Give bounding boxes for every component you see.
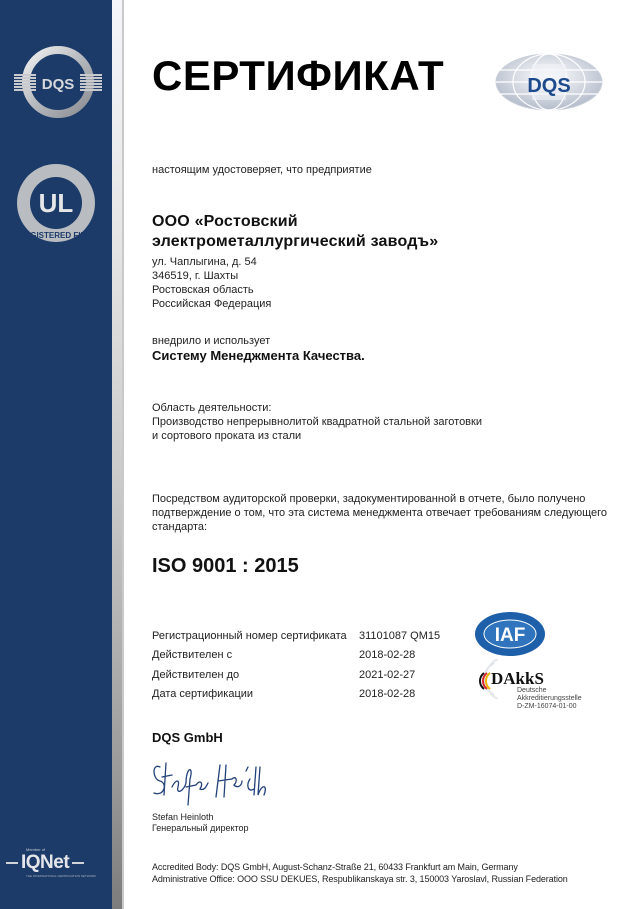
footer bbox=[152, 861, 568, 885]
intro-text: настоящим удостоверяет, что предприятие bbox=[152, 164, 372, 176]
management-system-name: Систему Менеджмента Качества. bbox=[152, 348, 365, 363]
iqnet-logo bbox=[6, 847, 106, 883]
table-row bbox=[152, 646, 440, 666]
registration-value: 2018-02-28 bbox=[359, 649, 416, 662]
iqnet-member-text: Member of bbox=[26, 847, 46, 852]
registration-value: 2021-02-27 bbox=[359, 668, 416, 681]
dqs-globe-text: DQS bbox=[527, 75, 571, 97]
address-line: Ростовская область bbox=[152, 284, 254, 296]
iqnet-subtitle: THE INTERNATIONAL CERTIFICATION NETWORK bbox=[26, 874, 97, 878]
iaf-logo bbox=[474, 611, 546, 662]
implementation-text: внедрило и использует bbox=[152, 335, 271, 347]
footer-administrative-office: Administrative Office: OOO SSU DEKUES, Respublikanskaya str. 3, 150003 Yaroslavl, Russian Federation bbox=[152, 874, 568, 884]
sidebar-edge bbox=[112, 0, 124, 909]
signatory-position: Генеральный директор bbox=[152, 823, 249, 833]
confirmation-line: Посредством аудиторской проверки, задокументированной в отчете, было получено bbox=[152, 493, 586, 505]
scope-line: и сортового проката из стали bbox=[152, 430, 302, 442]
address-line: ул. Чаплыгина, д. 54 bbox=[152, 256, 257, 268]
svg-text:UL: UL bbox=[38, 188, 74, 218]
registration-label: Регистрационный номер сертификата bbox=[152, 629, 347, 642]
registration-value: 2018-02-28 bbox=[359, 688, 416, 701]
confirmation-line: подтверждение о том, что эта система менеджмента отвечает требованиям следующего bbox=[152, 507, 608, 519]
company-name bbox=[152, 212, 438, 252]
confirmation-line: стандарта: bbox=[152, 521, 208, 533]
svg-text:REGISTERED FIRM: REGISTERED FIRM bbox=[19, 231, 93, 240]
dqs-globe-logo bbox=[494, 52, 604, 117]
dakks-details bbox=[517, 687, 582, 711]
dqs-seal-icon bbox=[14, 42, 102, 122]
registration-label: Действителен до bbox=[152, 668, 240, 681]
signature-icon bbox=[150, 757, 270, 807]
dakks-line: Deutsche bbox=[517, 687, 547, 694]
svg-text:DQS: DQS bbox=[41, 76, 75, 93]
table-row bbox=[152, 665, 440, 685]
signatory-block bbox=[152, 812, 249, 834]
issuer-company: DQS GmbH bbox=[152, 730, 223, 745]
dakks-line: D-ZM-16074-01-00 bbox=[517, 703, 577, 710]
implementation-block bbox=[152, 334, 365, 363]
address-line: Российская Федерация bbox=[152, 298, 272, 310]
company-name-line2: электрометаллургический заводъ» bbox=[152, 233, 439, 250]
sidebar bbox=[0, 0, 112, 909]
scope-line: Производство непрерывнолитой квадратной стальной заготовки bbox=[152, 416, 482, 428]
company-address bbox=[152, 255, 271, 311]
registration-label: Дата сертификации bbox=[152, 688, 254, 701]
confirmation-block bbox=[152, 492, 607, 534]
table-row bbox=[152, 626, 440, 646]
address-line: 346519, г. Шахты bbox=[152, 270, 239, 282]
dakks-text: DAkkS bbox=[491, 669, 544, 688]
dakks-line: Akkreditierungsstelle bbox=[517, 695, 582, 702]
footer-accredited-body: Accredited Body: DQS GmbH, August-Schanz-Straße 21, 60433 Frankfurt am Main, Germany bbox=[152, 862, 518, 872]
signatory-name: Stefan Heinloth bbox=[152, 812, 214, 822]
registration-value: 31101087 QM15 bbox=[359, 629, 441, 642]
table-row bbox=[152, 685, 440, 705]
scope-block bbox=[152, 401, 482, 443]
scope-label: Область деятельности: bbox=[152, 402, 272, 414]
iaf-logo-icon bbox=[474, 611, 546, 657]
ul-registered-firm-logo bbox=[15, 162, 97, 249]
dqs-globe-icon bbox=[494, 52, 604, 112]
ul-logo-icon bbox=[15, 162, 97, 244]
registration-label: Действителен с bbox=[152, 649, 233, 662]
dakks-logo bbox=[476, 659, 596, 711]
company-name-line1: ООО «Ростовский bbox=[152, 213, 298, 230]
dqs-seal-logo bbox=[14, 42, 102, 127]
standard-name: ISO 9001 : 2015 bbox=[152, 555, 299, 577]
registration-table bbox=[152, 626, 440, 704]
iqnet-text: IQNet bbox=[21, 852, 70, 873]
signature bbox=[150, 757, 270, 812]
certificate-title: СЕРТИФИКАТ bbox=[152, 52, 445, 99]
iaf-text: IAF bbox=[494, 625, 526, 646]
